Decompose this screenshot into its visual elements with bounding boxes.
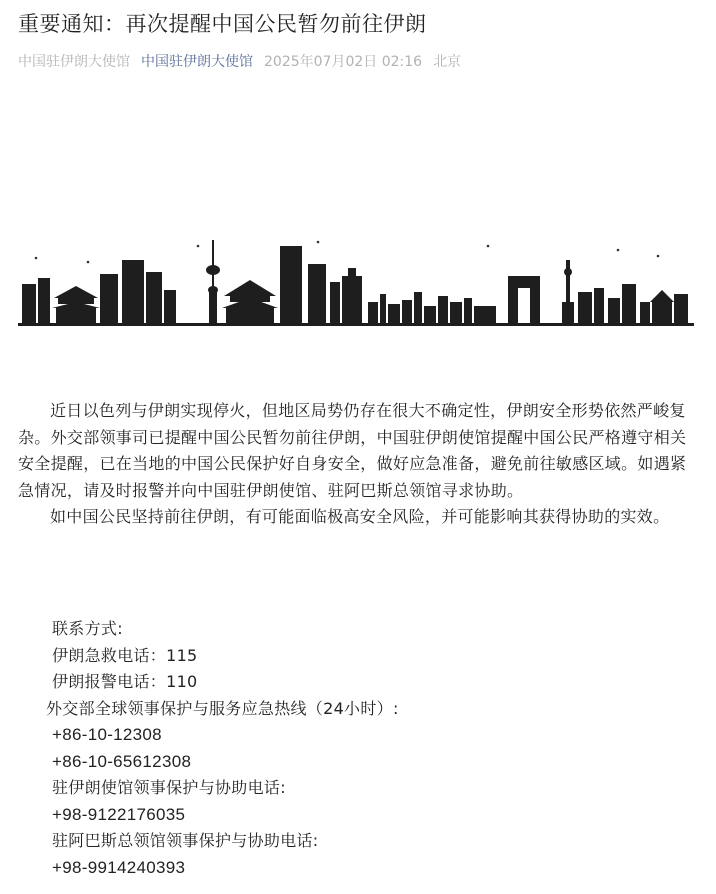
contact-section — [18, 616, 399, 881]
city-skyline-illustration — [18, 232, 694, 334]
embassy-contact-label: 驻伊朗使馆领事保护与协助电话: — [52, 778, 286, 797]
body-paragraph: 如中国公民坚持前往伊朗，有可能面临极高安全风险，并可能影响其获得协助的实效。 — [50, 507, 670, 526]
police-phone: 伊朗报警电话：110 — [52, 672, 198, 691]
article-meta — [18, 51, 461, 71]
ambulance-phone: 伊朗急救电话：115 — [52, 645, 198, 665]
consulate-phone: +98-9914240393 — [52, 857, 186, 877]
article-body — [18, 398, 698, 531]
article-title: 重要通知：再次提醒中国公民暂勿前往伊朗 — [18, 12, 427, 36]
embassy-phone: +98-9122176035 — [52, 804, 186, 824]
article-source: 中国驻伊朗大使馆 — [18, 54, 130, 70]
mfa-phone-2: +86-10-65612308 — [52, 751, 192, 771]
mfa-phone-1: +86-10-12308 — [52, 725, 162, 744]
account-name-link[interactable]: 中国驻伊朗大使馆 — [141, 54, 253, 70]
publish-location: 北京 — [433, 54, 462, 70]
publish-time: 2025年07月02日 02:16 — [264, 54, 423, 70]
contact-heading: 联系方式: — [52, 619, 123, 638]
mfa-hotline-label: 外交部全球领事保护与服务应急热线（24小时）: — [46, 698, 399, 718]
body-paragraph: 近日以色列与伊朗实现停火，但地区局势仍存在很大不确定性，伊朗安全形势依然严峻复杂。外交部领事司已提醒中国公民暂勿前往伊朗，中国驻伊朗使馆提醒中国公民严格遵守相关安全提醒，已在当地的中国公民保护好自身安全，做好应急准备，避免前往敏感区域。如遇紧急情况，请及时报警并向中国驻伊朗使馆、驻阿巴斯总领馆寻求协助。 — [18, 401, 687, 500]
consulate-contact-label: 驻阿巴斯总领馆领事保护与协助电话: — [52, 831, 319, 850]
